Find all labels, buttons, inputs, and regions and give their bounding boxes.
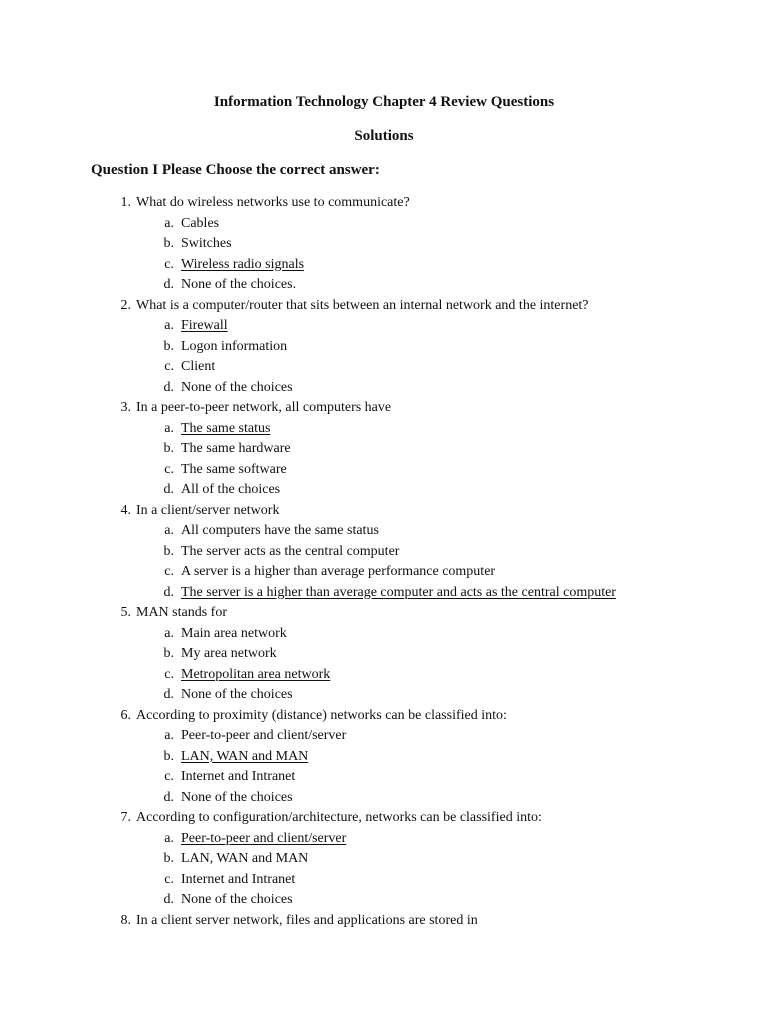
question-text: According to configuration/architecture, networks can be classified into: (136, 810, 542, 825)
choice-item (0, 439, 768, 460)
choice-letter: b. (163, 236, 174, 251)
choice-text: Internet and Intranet (181, 871, 296, 887)
choice-text: None of the choices (181, 789, 293, 805)
choice-text: None of the choices (181, 379, 293, 395)
choice-item (0, 685, 768, 706)
choice-letter: b. (163, 646, 174, 661)
choice-item (0, 767, 768, 788)
question-item (0, 296, 768, 317)
choice-item (0, 460, 768, 481)
question-text: According to proximity (distance) networks can be classified into: (136, 707, 507, 723)
choice-item (0, 624, 768, 645)
choice-letter: b. (163, 441, 174, 456)
correct-answer-text: Firewall (181, 318, 228, 333)
question-item (0, 193, 768, 214)
choice-item (0, 337, 768, 358)
choice-letter: d. (163, 789, 174, 805)
question-text: In a client/server network (136, 502, 280, 518)
correct-answer-text: Wireless radio signals (181, 256, 305, 272)
choice-letter: a. (164, 625, 174, 641)
choice-item (0, 234, 768, 255)
choice-letter: b. (163, 851, 174, 866)
choice-item (0, 316, 768, 337)
question-item (0, 501, 768, 522)
document-subtitle: Solutions (354, 128, 414, 144)
question-item (0, 808, 768, 829)
question-number: 5. (120, 605, 131, 620)
question-item (0, 603, 768, 624)
question-item (0, 911, 768, 932)
choice-letter: b. (163, 748, 174, 764)
choice-item (0, 214, 768, 235)
question-text: What do wireless networks use to communicate? (136, 195, 410, 210)
question-number: 2. (120, 297, 131, 313)
choice-text: None of the choices (181, 687, 293, 702)
choice-letter: a. (164, 215, 174, 231)
choice-letter: a. (164, 523, 174, 538)
choice-letter: a. (164, 728, 174, 743)
choice-item (0, 747, 768, 768)
choice-text: Logon information (181, 338, 288, 354)
choice-item (0, 275, 768, 296)
choice-item (0, 357, 768, 378)
question-number: 4. (120, 502, 131, 518)
choice-item (0, 849, 768, 870)
choice-text: Switches (181, 236, 232, 251)
choice-item (0, 480, 768, 501)
choice-item (0, 665, 768, 686)
choice-item (0, 562, 768, 583)
choice-item (0, 788, 768, 809)
choice-letter: c. (164, 256, 174, 272)
choice-item (0, 890, 768, 911)
correct-answer-text: The same status (181, 420, 271, 436)
choice-letter: d. (163, 892, 174, 907)
choice-letter: d. (163, 277, 174, 292)
section-heading: Question I Please Choose the correct answer: (91, 162, 380, 178)
question-number: 3. (120, 400, 131, 415)
choice-item (0, 378, 768, 399)
choice-letter: d. (163, 584, 174, 600)
correct-answer-text: Peer-to-peer and client/server (181, 830, 347, 846)
choice-item (0, 521, 768, 542)
choice-letter: b. (163, 338, 174, 354)
choice-letter: d. (163, 379, 174, 395)
choice-letter: b. (163, 543, 174, 559)
choice-text: None of the choices. (181, 277, 297, 292)
choice-item (0, 419, 768, 440)
choice-text: None of the choices (181, 892, 293, 907)
question-list (0, 193, 768, 931)
question-number: 1. (120, 195, 131, 210)
choice-text: All computers have the same status (181, 523, 379, 538)
choice-item (0, 726, 768, 747)
choice-text: A server is a higher than average performance computer (181, 564, 496, 579)
choice-text: Peer-to-peer and client/server (181, 728, 347, 743)
choice-letter: a. (164, 318, 174, 333)
choice-text: Main area network (181, 625, 287, 641)
question-number: 6. (120, 707, 131, 723)
choice-item (0, 829, 768, 850)
choice-item (0, 583, 768, 604)
choice-letter: d. (163, 482, 174, 497)
choice-letter: a. (164, 420, 174, 436)
choice-text: The server acts as the central computer (181, 543, 400, 559)
choice-letter: c. (164, 461, 174, 477)
question-text: In a peer-to-peer network, all computers have (136, 400, 392, 415)
question-text: MAN stands for (136, 605, 227, 620)
question-item (0, 398, 768, 419)
choice-letter: c. (164, 769, 174, 784)
correct-answer-text: Metropolitan area network (181, 666, 331, 682)
choice-item (0, 644, 768, 665)
choice-text: Client (181, 359, 216, 374)
choice-text: Internet and Intranet (181, 769, 296, 784)
choice-letter: d. (163, 687, 174, 702)
choice-letter: c. (164, 666, 174, 682)
question-number: 8. (120, 912, 131, 928)
choice-letter: c. (164, 871, 174, 887)
choice-item (0, 255, 768, 276)
choice-text: The same software (181, 461, 287, 477)
choice-letter: a. (164, 830, 174, 846)
correct-answer-text: LAN, WAN and MAN (181, 748, 309, 764)
choice-letter: c. (164, 564, 174, 579)
choice-text: The same hardware (181, 441, 291, 456)
choice-item (0, 870, 768, 891)
question-item (0, 706, 768, 727)
choice-text: LAN, WAN and MAN (181, 851, 309, 866)
choice-text: All of the choices (181, 482, 281, 497)
question-text: In a client server network, files and applications are stored in (136, 912, 478, 928)
correct-answer-text: The server is a higher than average computer and acts as the central computer (181, 584, 616, 600)
choice-item (0, 542, 768, 563)
question-number: 7. (120, 810, 131, 825)
choice-text: Cables (181, 215, 220, 231)
question-text: What is a computer/router that sits between an internal network and the internet? (136, 297, 589, 313)
choice-text: My area network (181, 646, 277, 661)
document-title: Information Technology Chapter 4 Review Questions (213, 94, 555, 110)
choice-letter: c. (164, 359, 174, 374)
